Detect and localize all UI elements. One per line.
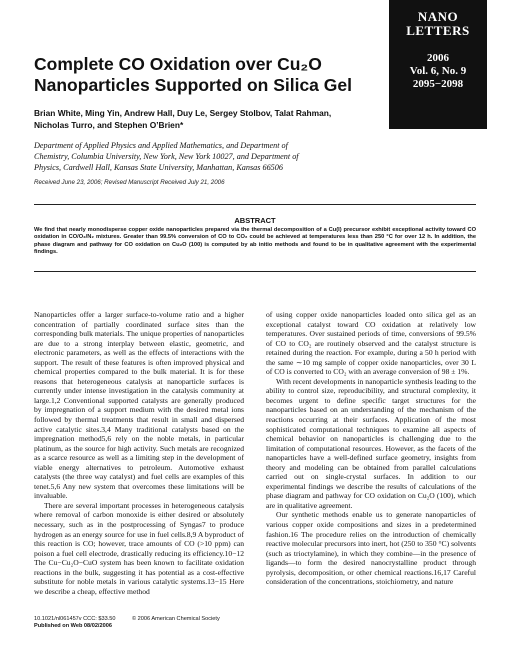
body-column-right — [266, 310, 476, 587]
abstract-bottom-rule — [34, 271, 476, 272]
article-title — [34, 54, 384, 96]
body-paragraph: With recent developments in nanoparticle synthesis leading to the ability to control size, reproducibility, and structural complexity, it becomes urgent to define specific target structures for the nanoparticles based on an understanding of the mechanism of the reactions occurring at their surfaces. Application of the most sophisticated computational techniques to examine all aspects of chemical behavior on nanoparticles is challenging due to the limitation of computational resources. However, as the facets of the nanoparticles have a well-defined surface geometry, insights from theory and modeling can be obtained from parallel calculations carried out on single-crystal surfaces. In addition to our experimental findings we describe the results of calculations of the phase diagram and pathway for CO oxidation on Cu₂O (100), which are in qualitative agreement. — [266, 376, 476, 510]
footer-doi: 10.1021/nl061457v CCC: $33.50 — [34, 616, 116, 622]
journal-name-line2: LETTERS — [406, 23, 470, 38]
title-line1: Complete CO Oxidation over Cu₂O — [34, 54, 322, 74]
body-paragraph: There are several important processes in heterogeneous catalysis where removal of carbon monoxide is either desired or absolutely necessary, such as in the postprocessing of Syngas7 to produce hydrogen as an energy source for use in fuel cells.8,9 A byproduct of this reaction is CO; however, trace amounts of CO (>10 ppm) can poison a fuel cell electrode, drastically reducing its efficiency.10−12 The Cu−Cu₂O−CuO system has been known to facilitate oxidation reactions in the bulk, suggesting it has potential as a cost-effective substitute for noble metals in various catalytic systems.13−15 Here we describe a cheap, effective method — [34, 500, 244, 596]
abstract-text: We find that nearly monodisperse copper oxide nanoparticles prepared via the thermal decomposition of a Cu(I) precursor exhibit exceptional activity toward CO oxidation in CO/O₂/N₂ mixtures. Greater than 99.5% conversion of CO to CO₂ could be achieved at temperatures less than 250 °C for over 12 h. In addition, the phase diagram and pathway for CO oxidation on Cu₂O (100) is computed by ab initio methods and found to be in qualitative agreement with the experimental findings. — [34, 227, 476, 256]
journal-year: 2006 — [427, 52, 449, 64]
body-paragraph: of using copper oxide nanoparticles loaded onto silica gel as an exceptional catalyst toward CO oxidation at relatively low temperatures. Over sustained periods of time, conversions of 99.5% of CO to CO₂ are routinely observed and the catalyst structure is retained during the reaction. For example, during a 50 h period with the same ∼10 mg sample of copper oxide nanoparticles, over 30 L of CO is converted to CO₂ with an average conversion of 98 ± 1%. — [266, 310, 476, 377]
journal-name-line1: NANO — [417, 9, 459, 24]
footer-published: Published on Web 08/02/2006 — [34, 623, 112, 629]
body-column-left — [34, 310, 244, 596]
journal-volume: Vol. 6, No. 9 — [409, 65, 467, 77]
author-list — [34, 108, 474, 131]
abstract-top-rule — [34, 204, 476, 205]
affiliation-line1: Department of Applied Physics and Applied Mathematics, and Department of — [34, 141, 288, 150]
footer-info — [34, 616, 115, 630]
authors-line1: Brian White, Ming Yin, Andrew Hall, Duy Le, Sergey Stolbov, Talat Rahman, — [34, 108, 332, 118]
body-paragraph: Our synthetic methods enable us to generate nanoparticles of various copper oxide compositions and sizes in a predetermined fashion.16 The procedure relies on the introduction of chemically reactive molecular precursors into inert, hot (250 to 350 °C) solvents (such as trioctylamine), in which they combine—in the presence of ligands—to form the desired nanocrystalline product through pyrolysis, decomposition, or other chemical reactions.16,17 Careful consideration of the concentrations, stoichiometry, and nature — [266, 510, 476, 587]
affiliation-line3: Physics, Cardwell Hall, Kansas State University, Manhattan, Kansas 66506 — [34, 163, 283, 172]
received-dates: Received June 23, 2006; Revised Manuscript Received July 21, 2006 — [34, 179, 225, 186]
journal-pages: 2095−2098 — [412, 78, 464, 90]
authors-line2: Nicholas Turro, and Stephen O’Brien* — [34, 119, 184, 130]
affiliation — [34, 140, 474, 173]
abstract-heading: ABSTRACT — [234, 216, 276, 225]
title-line2: Nanoparticles Supported on Silica Gel — [34, 75, 352, 95]
body-paragraph: Nanoparticles offer a larger surface-to-volume ratio and a higher concentration of partially coordinated surface sites than the corresponding bulk materials. The unique properties of nanoparticles are due to a strong interplay between elastic, geometric, and electronic parameters, as well as the effects of interactions with the support. The result of these features is often improved physical and chemical properties compared to the bulk material. It is for these reasons that heterogeneous catalysis at nanoparticle surfaces is currently under intense investigation in the catalysis community at large.1,2 Conventional supported catalysts are generally produced by impregnation of a support medium with the desired metal ions followed by thermal treatments that result in small and dispersed active catalytic sites.3,4 Many traditional catalysts based on the impregnation method5,6 rely on the noble metals, in particular platinum, as the source for high activity. Such metals are recognized as a scarce resource as well as a limiting step in the development of viable energy alternatives to petroleum. Automotive exhaust catalysts (the three way catalyst) and fuel cells are examples of this tenet.5,6 Any new system that overcomes these limitations will be invaluable. — [34, 310, 244, 501]
affiliation-line2: Chemistry, Columbia University, New York, New York 10027, and Department of — [34, 152, 299, 161]
footer-copyright: © 2006 American Chemical Society — [132, 616, 220, 622]
